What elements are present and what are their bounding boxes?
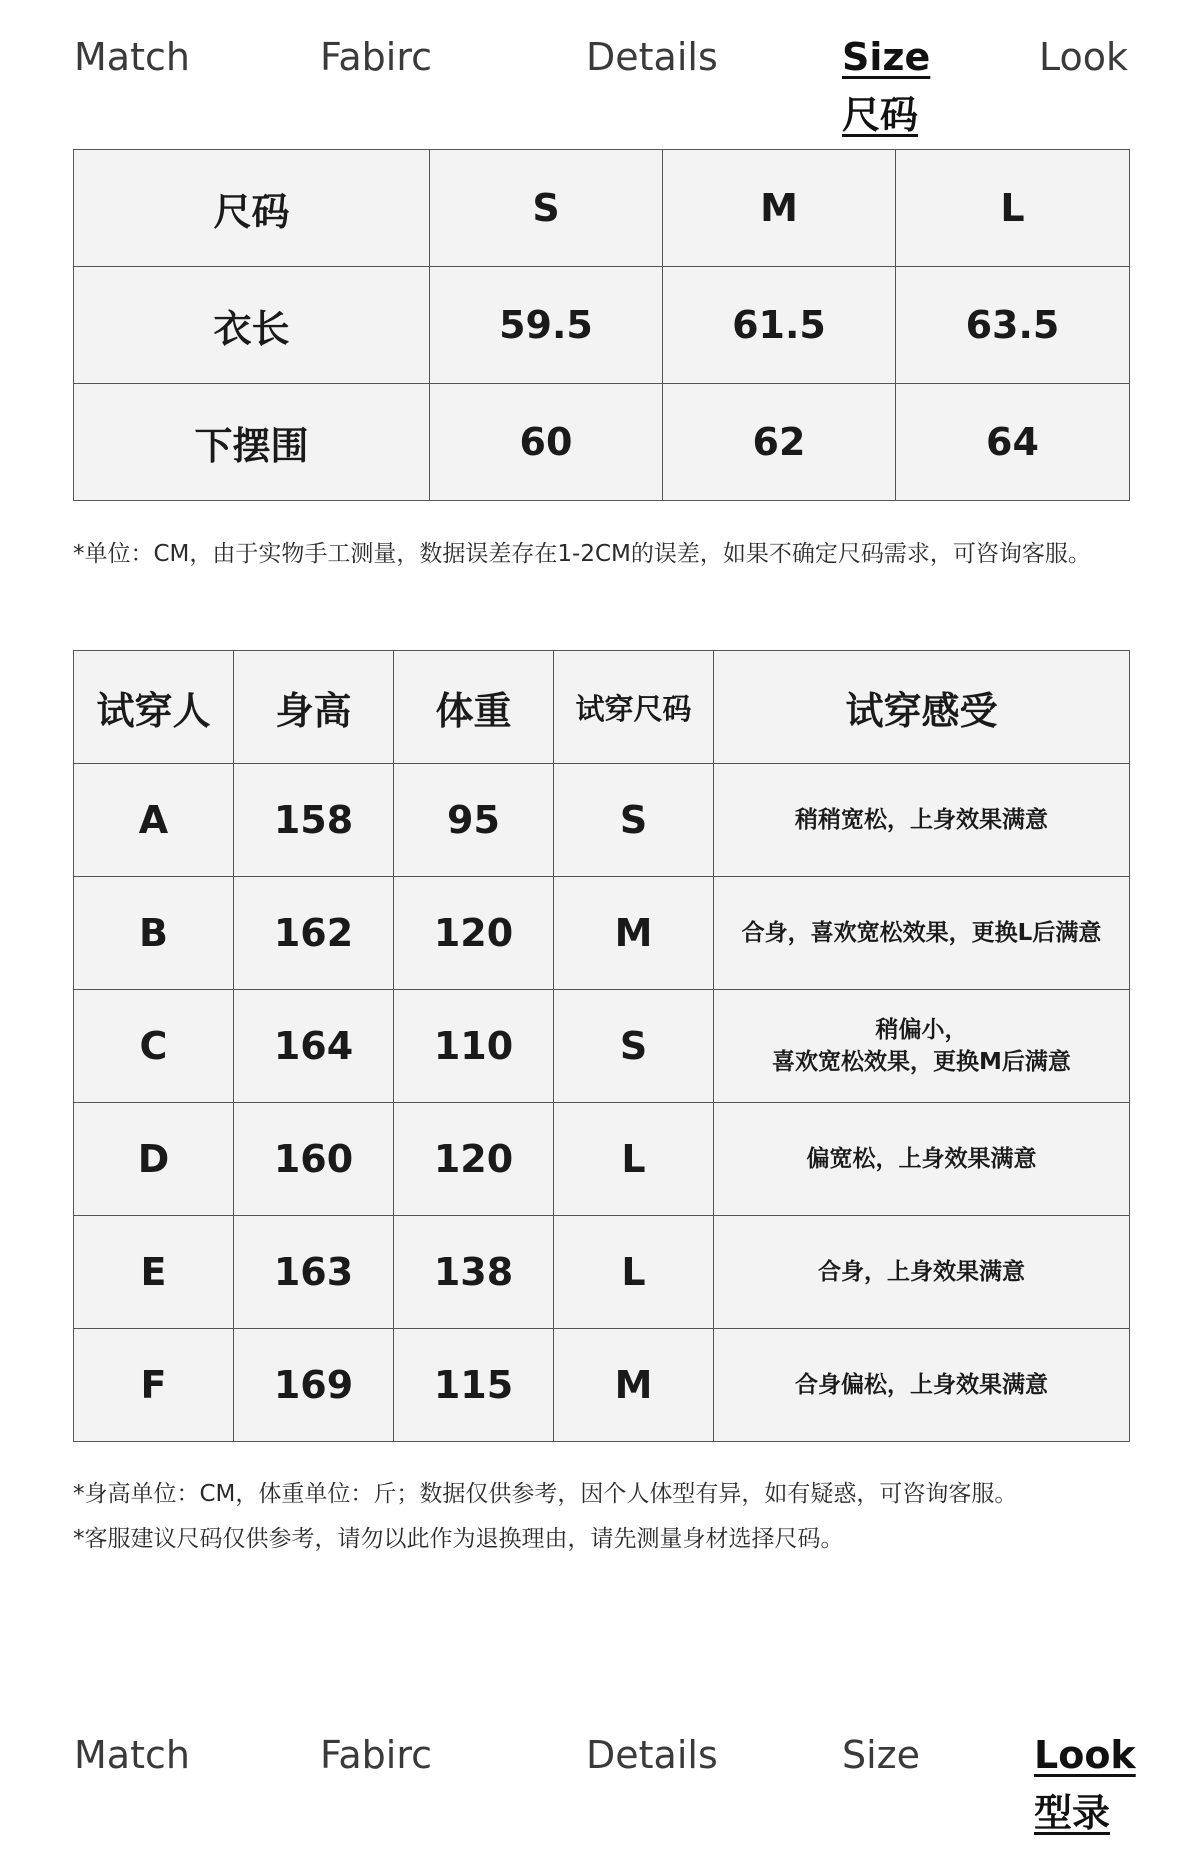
feedback-line: 喜欢宽松效果，更换M后满意 — [772, 1049, 1071, 1075]
table-cell: 64 — [896, 384, 1130, 501]
tab-size[interactable]: Size — [842, 1733, 921, 1777]
size-header-cell: 尺码 — [74, 150, 430, 267]
row-label-length: 衣长 — [74, 267, 430, 384]
header-tester: 试穿人 — [74, 651, 234, 764]
feedback-line: 稍稍宽松，上身效果满意 — [795, 807, 1048, 833]
header-weight: 体重 — [394, 651, 554, 764]
size-header-cell: L — [896, 150, 1130, 267]
feedback-cell — [714, 877, 1130, 990]
size-cell: M — [554, 1329, 714, 1442]
feedback-cell — [714, 990, 1130, 1103]
size-cell: L — [554, 1216, 714, 1329]
tab-details[interactable]: Details — [586, 35, 718, 79]
size-header-cell: M — [663, 150, 896, 267]
tester-cell: E — [74, 1216, 234, 1329]
tester-cell: C — [74, 990, 234, 1103]
height-cell: 162 — [234, 877, 394, 990]
table-row — [74, 384, 1130, 501]
size-table-header — [74, 150, 1130, 267]
size-header-cell: S — [430, 150, 663, 267]
row-label-hem: 下摆围 — [74, 384, 430, 501]
feedback-cell — [714, 764, 1130, 877]
feedback-cell — [714, 1329, 1130, 1442]
tab-nav-top — [74, 28, 1128, 158]
feedback-line: 合身偏松，上身效果满意 — [795, 1372, 1048, 1398]
weight-cell: 138 — [394, 1216, 554, 1329]
weight-cell: 115 — [394, 1329, 554, 1442]
fit-note-1: *身高单位：CM，体重单位：斤；数据仅供参考，因个人体型有异，如有疑惑，可咨询客服。 — [73, 1481, 1018, 1507]
table-row — [74, 764, 1130, 877]
tab-look-label: Look — [1034, 1733, 1136, 1777]
tab-look[interactable] — [1034, 1726, 1136, 1842]
fit-test-table — [73, 650, 1130, 1442]
weight-cell: 120 — [394, 1103, 554, 1216]
tab-look[interactable]: Look — [1038, 35, 1128, 79]
tester-cell: A — [74, 764, 234, 877]
size-cell: L — [554, 1103, 714, 1216]
header-feedback: 试穿感受 — [714, 651, 1130, 764]
header-tried-size: 试穿尺码 — [554, 651, 714, 764]
table-cell: 59.5 — [430, 267, 663, 384]
height-cell: 163 — [234, 1216, 394, 1329]
feedback-line: 偏宽松，上身效果满意 — [806, 1146, 1037, 1172]
size-table — [73, 149, 1130, 501]
table-cell: 63.5 — [896, 267, 1130, 384]
feedback-line: 合身，上身效果满意 — [818, 1259, 1025, 1285]
tester-cell: F — [74, 1329, 234, 1442]
feedback-cell — [714, 1103, 1130, 1216]
tab-match[interactable]: Match — [74, 1733, 190, 1777]
feedback-line: 稍偏小， — [875, 1017, 968, 1043]
tab-size-label: Size — [842, 35, 931, 79]
height-cell: 160 — [234, 1103, 394, 1216]
tab-match[interactable]: Match — [74, 35, 190, 79]
size-note: *单位：CM，由于实物手工测量，数据误差存在1-2CM的误差，如果不确定尺码需求，可咨询客服。 — [73, 541, 1091, 567]
weight-cell: 95 — [394, 764, 554, 877]
table-row — [74, 990, 1130, 1103]
table-row — [74, 877, 1130, 990]
height-cell: 169 — [234, 1329, 394, 1442]
tab-size-sublabel: 尺码 — [842, 93, 919, 137]
height-cell: 158 — [234, 764, 394, 877]
feedback-cell — [714, 1216, 1130, 1329]
table-row — [74, 267, 1130, 384]
tab-nav-bottom — [74, 1726, 1136, 1856]
table-row — [74, 1216, 1130, 1329]
tester-cell: B — [74, 877, 234, 990]
size-cell: S — [554, 990, 714, 1103]
tab-fabric[interactable]: Fabirc — [320, 1733, 433, 1777]
height-cell: 164 — [234, 990, 394, 1103]
table-row — [74, 1329, 1130, 1442]
table-cell: 60 — [430, 384, 663, 501]
fit-table-body — [74, 764, 1130, 1442]
table-row — [74, 1103, 1130, 1216]
feedback-line: 合身，喜欢宽松效果，更换L后满意 — [741, 920, 1102, 946]
weight-cell: 110 — [394, 990, 554, 1103]
tab-details[interactable]: Details — [586, 1733, 718, 1777]
fit-table-header — [74, 651, 1130, 764]
header-height: 身高 — [234, 651, 394, 764]
tab-size[interactable] — [842, 28, 930, 144]
table-cell: 62 — [663, 384, 896, 501]
size-cell: S — [554, 764, 714, 877]
tab-look-sublabel: 型录 — [1034, 1791, 1111, 1835]
size-cell: M — [554, 877, 714, 990]
table-cell: 61.5 — [663, 267, 896, 384]
weight-cell: 120 — [394, 877, 554, 990]
tab-fabric[interactable]: Fabirc — [320, 35, 433, 79]
fit-note-2: *客服建议尺码仅供参考，请勿以此作为退换理由，请先测量身材选择尺码。 — [73, 1526, 844, 1552]
tester-cell: D — [74, 1103, 234, 1216]
